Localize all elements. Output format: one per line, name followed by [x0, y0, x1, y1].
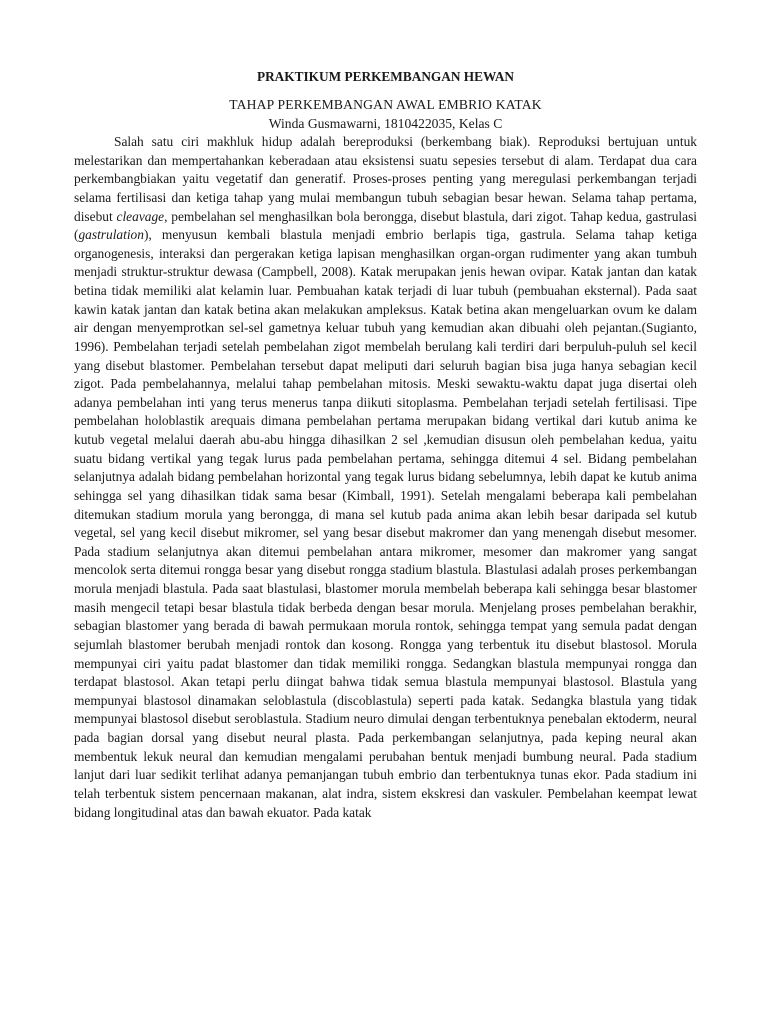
- body-paragraph: [74, 133, 697, 822]
- body-text-part-1: Salah satu ciri makhluk hidup adalah bereproduksi (berkembang biak). Reproduksi bertujuan untuk melestarikan dan mempertahankan keberadaan atau eksistensi suatu sepesies tersebut di alam. Terdapat dua cara perkembangbiakan yaitu vegetatif dan generatif. Proses-proses penting yang meregulasi perkembangan terjadi selama fertilisasi dan ketiga tahap yang mulai membangun tubuh sebagian besar hewan. Selama tahap pertama, disebut: [74, 134, 697, 224]
- term-cleavage: cleavage: [116, 208, 165, 224]
- body-text-part-2: , pembelahan sel menghasilkan bola berongga, disebut blastula, dari zigot. Tahap kedua, gastrulasi (: [74, 208, 698, 243]
- term-gastrulation: gastrulation: [78, 227, 144, 243]
- document-subtitle: TAHAP PERKEMBANGAN AWAL EMBRIO KATAK: [229, 97, 542, 112]
- body-text-part-3: ), menyusun kembali blastula menjadi embrio berlapis tiga, gastrula. Selama tahap ketiga organogenesis, interaksi dan pergerakan ketiga lapisan menghasilkan organ-organ rudimenter yang akan tumbuh menjadi struktur-struktur dewasa (Campbell, 2008). Katak merupakan jenis hewan ovipar. Katak jantan dan katak betina tidak memiliki alat kelamin luar. Pembuahan katak terjadi di luar tubuh (pembuahan eksternal). Pada saat kawin katak jantan dan katak betina akan melakukan ampleksus. Katak betina akan mengeluarkan ovum ke dalam air dengan menyemprotkan sel-sel gametnya keluar tubuh yang kemudian akan dibuahi oleh pejantan.(Sugianto, 1996). Pembelahan terjadi setelah pembelahan zigot membelah berulang kali terdiri dari berpuluh-puluh sel kecil yang disebut blastomer. Pembelahan tersebut dapat meliputi dari seluruh bagian bisa juga hanya sebagian kecil zigot. Pada pembelahannya, melalui tahap pembelahan mitosis. Meski sewaktu-waktu dapat juga disertai oleh adanya pembelahan inti yang terus menerus tanpa diikuti sitoplasma. Pembelahan terjadi setelah fertilisasi. Tipe pembelahan holoblastik arequais dimana pembelahan pertama merupakan bidang vertikal dari kutub anima ke kutub vegetal melalui daerah abu-abu hingga dihasilkan 2 sel ,kemudian disusun oleh pembelahan kedua, yaitu suatu bidang vertikal yang tegak lurus pada pembelahan pertama, sehingga ditemui 4 sel. Bidang pembelahan selanjutnya adalah bidang pembelahan horizontal yang tegak lurus bidang sebelumnya, lebih dapat ke kutub anima sehingga sel yang dihasilkan tidak sama besar (Kimball, 1991). Setelah mengalami beberapa kali pembelahan ditemukan stadium morula yang berongga, di mana sel kutub pada anima akan lebih besar daripada sel kutub vegetal, sel yang kecil disebut mikromer, sel yang besar disebut makromer dan yang menengah disebut mesomer. Pada stadium selanjutnya akan ditemui pembelahan antara mikromer, mesomer dan makromer yang sangat mencolok serta ditemui rongga besar yang disebut rongga stadium blastula. Blastulasi adalah proses perkembangan morula menjadi blastula. Pada saat blastulasi, blastomer morula membelah beberapa kali sehingga besar blastomer masih mengecil tetapi besar blastula tidak berbeda dengan besar morula. Menjelang proses pembelahan berakhir, sebagian blastomer yang berada di bawah permukaan morula rontok, sehingga tempat yang semula padat dengan sejumlah blastomer berubah menjadi rontok dan kosong. Rongga yang terbentuk itu disebut blastosol. Morula mempunyai ciri yaitu padat blastomer dan tidak memiliki rongga. Sedangkan blastula mempunyai rongga dan terdapat blastosol. Akan tetapi perlu diingat bahwa tidak semua blastula mempunyai blastosol. Blastula yang mempunyai blastosol dinamakan seloblastula (discoblastula) seperti pada katak. Sedangka blastula yang tidak mempunyai blastosol disebut seroblastula. Stadium neuro dimulai dengan terbentuknya penebalan ektoderm, neural pada bagian dorsal yang disebut neural plasta. Pada perkembangan selanjutnya, pada keping neural akan membentuk lekuk neural dan kemudian mengalami perubahan bentuk menjadi bumbung neural. Pada stadium lanjut dari luar sedikit terlihat adanya pemanjangan tubuh embrio dan terbentuknya tunas ekor. Pada stadium ini telah terbentuk sistem pencernaan makanan, alat indra, sistem ekskresi dan vaskuler. Pembelahan keempat lewat bidang longitudinal atas dan bawah ekuator. Pada katak: [74, 227, 697, 820]
- document-page: [74, 62, 697, 822]
- author-line: Winda Gusmawarni, 1810422035, Kelas C: [268, 116, 503, 131]
- document-title: PRAKTIKUM PERKEMBANGAN HEWAN: [256, 69, 515, 84]
